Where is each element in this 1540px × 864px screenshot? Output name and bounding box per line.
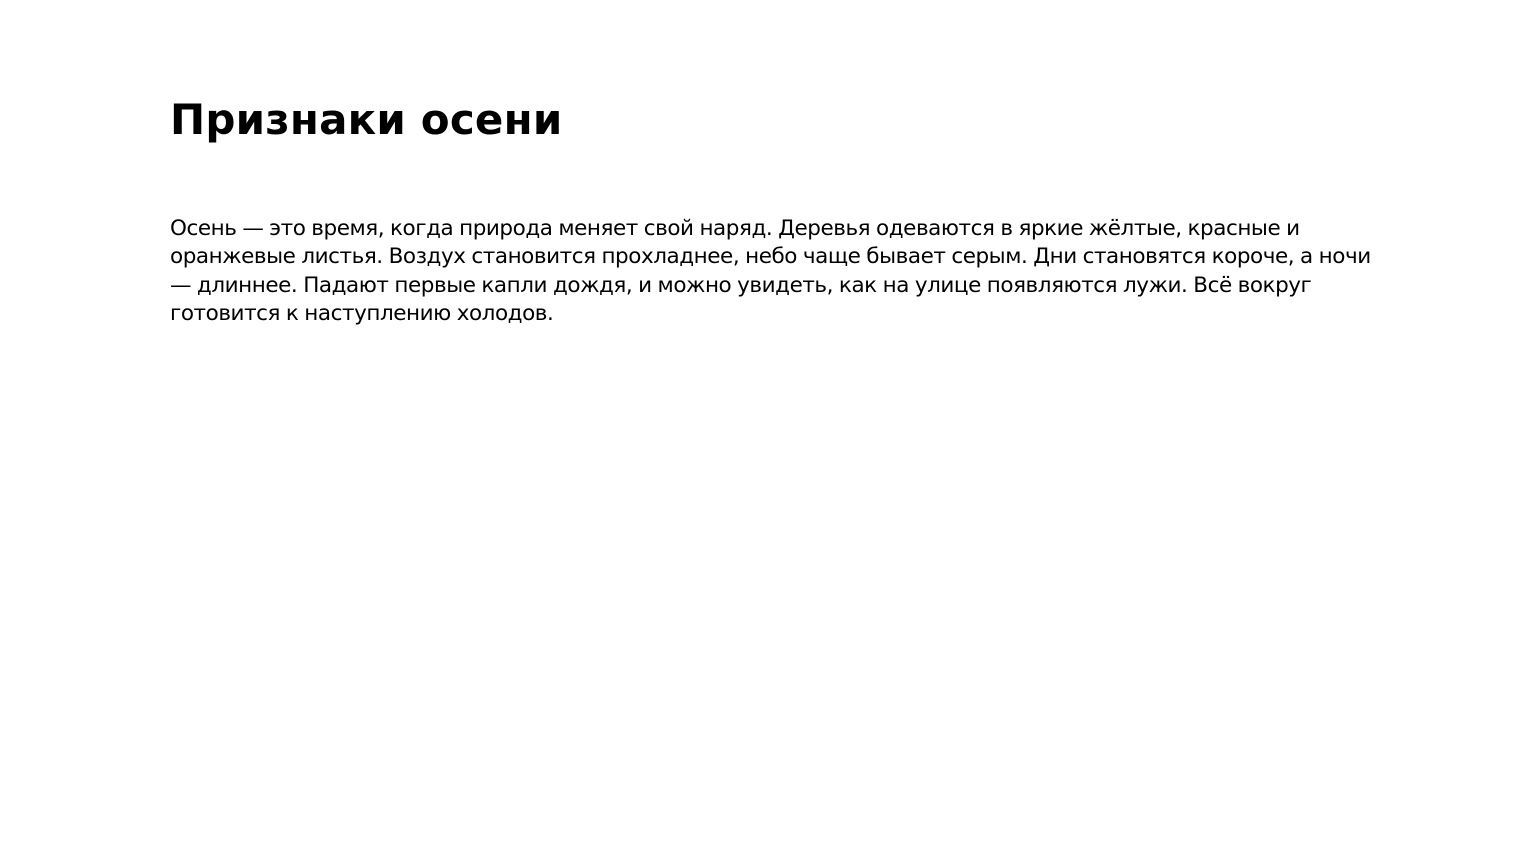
slide-title: Признаки осени [170,95,563,144]
slide-body-paragraph: Осень — это время, когда природа меняет свой наряд. Деревья одеваются в яркие жёлтые, красные и оранжевые листья. Воздух становится прохладнее, небо чаще бывает серым. Дни становятся короче, а ночи — длиннее. Падают первые капли дождя, и можно увидеть, как на улице появляются лужи. Всё вокруг готовится к наступлению холодов. [170,216,1371,327]
